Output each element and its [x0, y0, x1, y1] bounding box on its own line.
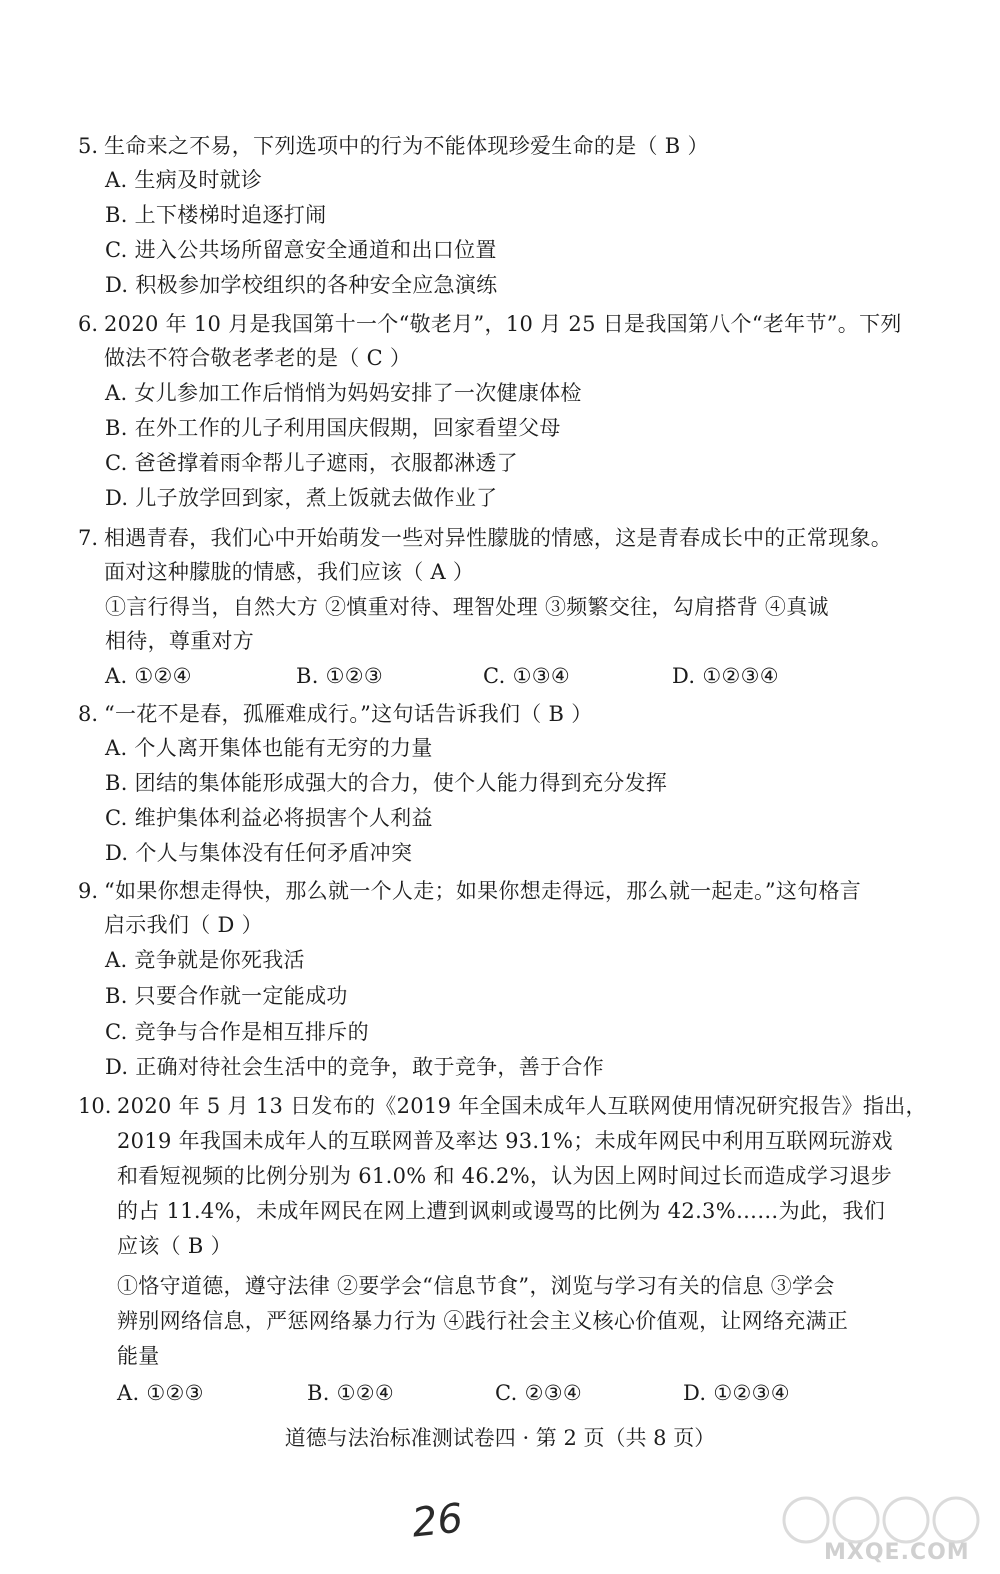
page-footer: 道德与法治标准测试卷四 · 第 2 页（共 8 页） [284, 1426, 716, 1450]
question-stem: “一花不是春，孤雁难成行。”这句话告诉我们（ B ） [104, 702, 593, 726]
question-stem: 应该（ B ） [117, 1234, 232, 1258]
option-b: B. 上下楼梯时追逐打闹 [105, 203, 327, 227]
question-stem: 启示我们（ D ） [104, 913, 263, 937]
option-d: D. ①②③④ [683, 1381, 790, 1405]
question-stem: “如果你想走得快，那么就一个人走；如果你想走得远，那么就一起走。”这句格言 [104, 879, 862, 903]
option-b: B. 只要合作就一定能成功 [105, 984, 348, 1008]
question-number: 8. [78, 702, 99, 726]
option-c: C. 爸爸撑着雨伞帮儿子遮雨，衣服都淋透了 [105, 451, 518, 475]
option-a: A. ①②④ [105, 664, 192, 688]
option-b: B. 在外工作的儿子利用国庆假期，回家看望父母 [105, 416, 561, 440]
option-c: C. ①③④ [483, 664, 570, 688]
option-a: A. 个人离开集体也能有无穷的力量 [105, 736, 433, 760]
option-b: B. ①②③ [296, 664, 384, 688]
watermark-url: MXQE.COM [824, 1540, 970, 1565]
question-stem: 2019 年我国未成年人的互联网普及率达 93.1%；未成年网民中利用互联网玩游戏 [117, 1129, 893, 1153]
handwritten-page-number: 26 [409, 1495, 466, 1547]
question-stem: 和看短视频的比例分别为 61.0% 和 46.2%，认为因上网时间过长而造成学习退步 [117, 1164, 893, 1188]
question-stem: 2020 年 10 月是我国第十一个“敬老月”，10 月 25 日是我国第八个“老年节”。下列 [104, 312, 902, 336]
question-stem: 相遇青春，我们心中开始萌发一些对异性朦胧的情感，这是青春成长中的正常现象。 [104, 526, 893, 550]
option-c: C. 竞争与合作是相互排斥的 [105, 1020, 369, 1044]
option-b: B. ①②④ [307, 1381, 395, 1405]
choice-items: 相待，尊重对方 [105, 629, 255, 653]
option-d: D. 积极参加学校组织的各种安全应急演练 [105, 273, 498, 297]
option-d: D. ①②③④ [672, 664, 779, 688]
option-c: C. 维护集体利益必将损害个人利益 [105, 806, 433, 830]
option-a: A. ①②③ [117, 1381, 204, 1405]
question-stem: 面对这种朦胧的情感，我们应该（ A ） [104, 560, 475, 584]
choice-items: ①言行得当，自然大方 ②慎重对待、理智处理 ③频繁交往，勾肩搭背 ④真诚 [105, 595, 829, 619]
question-stem: 2020 年 5 月 13 日发布的《2019 年全国未成年人互联网使用情况研究报告》指出， [117, 1094, 927, 1118]
option-d: D. 个人与集体没有任何矛盾冲突 [105, 841, 413, 865]
question-stem: 的占 11.4%，未成年网民在网上遭到讽刺或谩骂的比例为 42.3%……为此，我们 [117, 1199, 886, 1223]
option-a: A. 女儿参加工作后悄悄为妈妈安排了一次健康体检 [105, 381, 582, 405]
question-number: 9. [78, 879, 99, 903]
question-number: 10. [78, 1094, 112, 1118]
question-number: 6. [78, 312, 99, 336]
choice-items: ①恪守道德，遵守法律 ②要学会“信息节食”，浏览与学习有关的信息 ③学会 [117, 1274, 835, 1298]
option-d: D. 儿子放学回到家，煮上饭就去做作业了 [105, 486, 498, 510]
question-stem: 生命来之不易，下列选项中的行为不能体现珍爱生命的是（ B ） [104, 134, 709, 158]
option-a: A. 生病及时就诊 [105, 168, 263, 192]
option-a: A. 竞争就是你死我活 [105, 948, 305, 972]
question-stem: 做法不符合敬老孝老的是（ C ） [104, 346, 412, 370]
question-number: 5. [78, 134, 99, 158]
option-c: C. ②③④ [495, 1381, 582, 1405]
option-b: B. 团结的集体能形成强大的合力，使个人能力得到充分发挥 [105, 771, 668, 795]
option-c: C. 进入公共场所留意安全通道和出口位置 [105, 238, 497, 262]
watermark [766, 1490, 996, 1570]
question-number: 7. [78, 526, 99, 550]
choice-items: 能量 [117, 1344, 160, 1368]
choice-items: 辨别网络信息，严惩网络暴力行为 ④践行社会主义核心价值观，让网络充满正 [117, 1309, 849, 1333]
option-d: D. 正确对待社会生活中的竞争，敢于竞争，善于合作 [105, 1055, 604, 1079]
